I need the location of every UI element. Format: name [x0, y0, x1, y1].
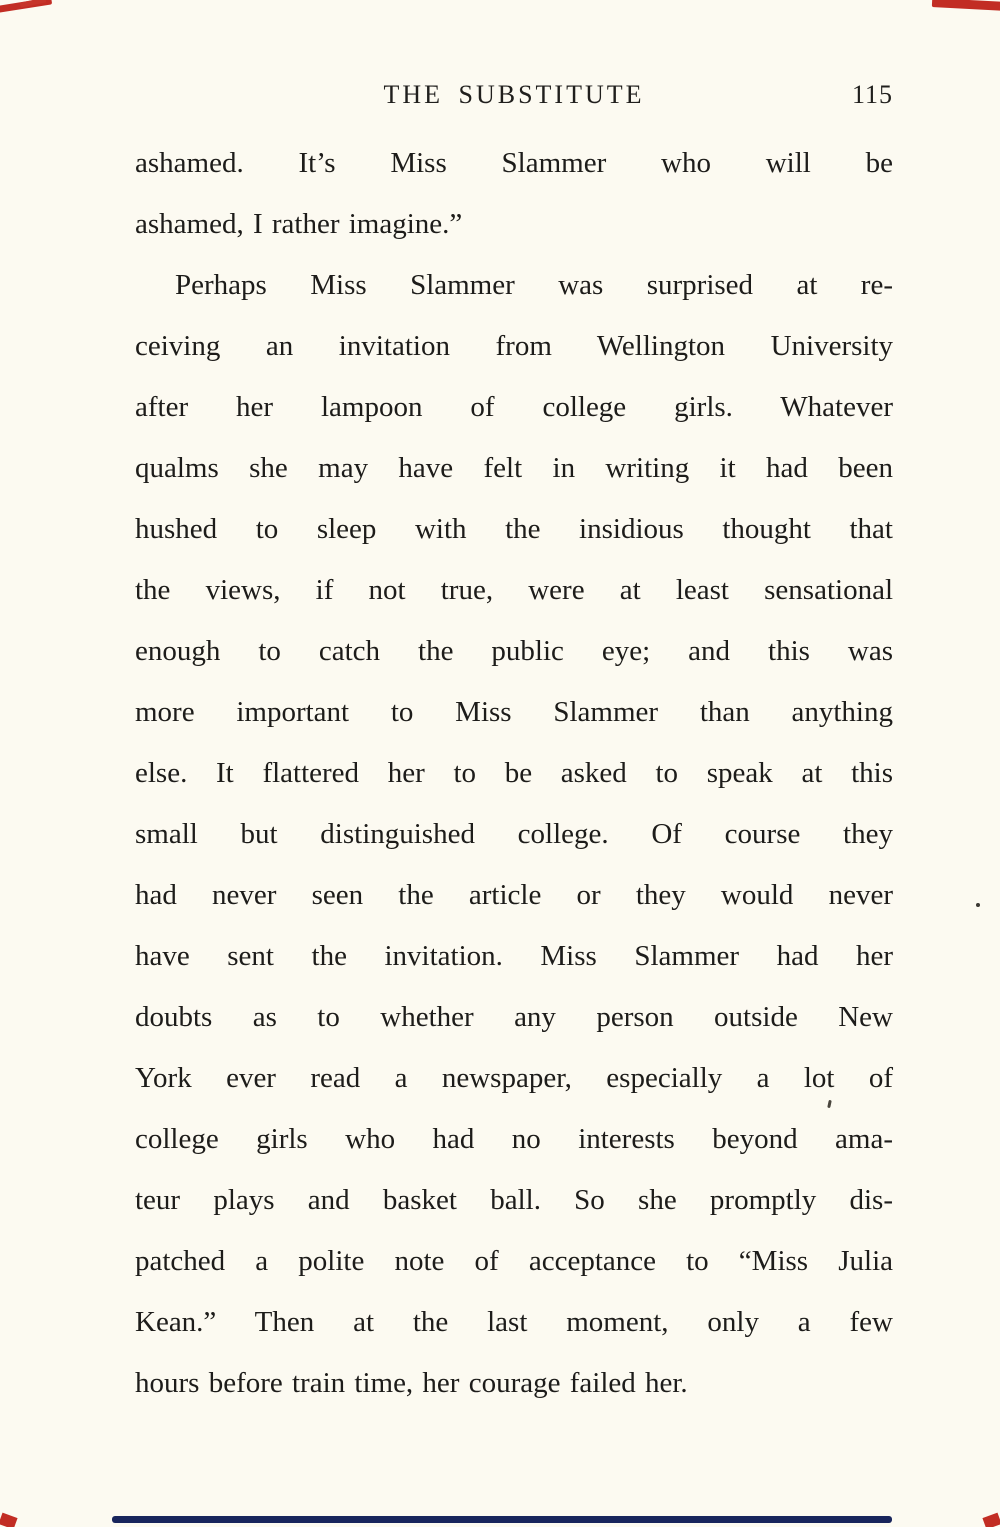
- text-line: else. It flattered her to be asked to speak at this: [135, 757, 893, 789]
- text-line: college girls who had no interests beyond ama-: [135, 1123, 893, 1155]
- page-text: [135, 133, 893, 1414]
- scan-artifact-top-right: [932, 0, 1000, 11]
- page-number: 115: [851, 80, 893, 109]
- text-line: doubts as to whether any person outside New: [135, 1001, 893, 1033]
- text-line: small but distinguished college. Of course they: [135, 818, 893, 850]
- text-line: ashamed. It’s Miss Slammer who will be: [135, 147, 893, 179]
- text-line: the views, if not true, were at least sensational: [135, 574, 893, 606]
- scan-artifact-bottom-edge: [112, 1516, 892, 1523]
- text-line: Kean.” Then at the last moment, only a few: [135, 1306, 893, 1338]
- text-line: York ever read a newspaper, especially a lot of: [135, 1062, 893, 1094]
- text-line: more important to Miss Slammer than anything: [135, 696, 893, 728]
- text-line: have sent the invitation. Miss Slammer had her: [135, 940, 893, 972]
- text-line: had never seen the article or they would never: [135, 879, 893, 911]
- text-line: qualms she may have felt in writing it had been: [135, 452, 893, 484]
- text-line: hushed to sleep with the insidious thought that: [135, 513, 893, 545]
- scan-speck: [976, 903, 980, 907]
- text-line: ceiving an invitation from Wellington University: [135, 330, 893, 362]
- running-title: THE SUBSTITUTE: [383, 80, 645, 109]
- text-line: teur plays and basket ball. So she promptly dis-: [135, 1184, 893, 1216]
- scan-artifact-bottom-left: [0, 1513, 18, 1527]
- page-header: [135, 80, 893, 114]
- scan-artifact-bottom-right: [982, 1513, 1000, 1527]
- text-line: after her lampoon of college girls. Whatever: [135, 391, 893, 423]
- text-line: enough to catch the public eye; and this was: [135, 635, 893, 667]
- text-line: patched a polite note of acceptance to “Miss Julia: [135, 1245, 893, 1277]
- text-line: ashamed, I rather imagine.”: [135, 208, 463, 240]
- text-line: Perhaps Miss Slammer was surprised at re-: [175, 269, 893, 301]
- text-line: hours before train time, her courage failed her.: [135, 1367, 688, 1399]
